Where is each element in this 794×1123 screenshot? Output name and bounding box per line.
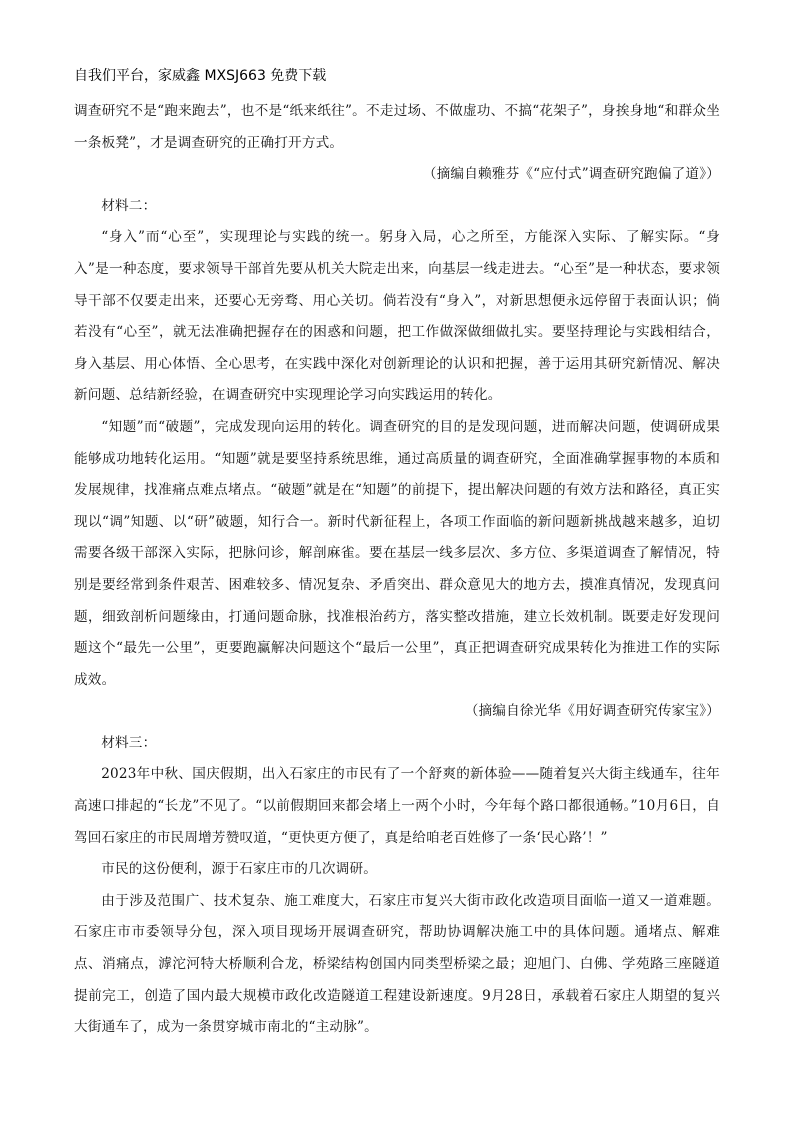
paragraph-convenience-origin: 市民的这份便利，源于石家庄市的几次调研。 (101, 861, 378, 878)
material-label-2: 材料二： (101, 197, 157, 214)
paragraph-holiday-experience: 2023年中秋、国庆假期，出入石家庄的市民有了一个舒爽的新体验——随着复兴大街主线通车，往年高速口排起的“长龙”不见了。“以前假期回来都会堵上一两个小时，今年每个路口都很通畅。”10月6日，自驾回石家庄的市民周增芳赞叹道，“更快更方便了，真是给咱老百姓修了一条‘民心路’！” (74, 766, 720, 846)
source-citation-2: （摘编自徐光华《用好调查研究传家宝》） (464, 703, 720, 720)
paragraph-project-challenges: 由于涉及范围广、技术复杂、施工难度大，石家庄市复兴大街市政化改造项目面临一道又一道难题。石家庄市市委领导分包，深入项目现场开展调查研究，帮助协调解决施工中的具体问题。通堵点、解难点、消痛点，滹沱河特大桥顺利合龙，桥梁结构创国内同类型桥梁之最；迎旭门、白佛、学苑路三座隧道提前完工，创造了国内最大规模市政化改造隧道工程建设新速度。9月28日，承载着石家庄人期望的复兴大街通车了，成为一条贯穿城市南北的“主动脉”。 (74, 892, 720, 1036)
article-body (74, 96, 720, 1044)
material-label-3: 材料三： (101, 734, 157, 751)
source-citation-1: （摘编自赖雅芬《“应付式”调查研究跑偏了道》） (422, 166, 720, 183)
paragraph-body-mind: “身入”而“心至”，实现理论与实践的统一。躬身入局，心之所至，方能深入实际、了解实际。“身入”是一种态度，要求领导干部首先要从机关大院走出来，向基层一线走进去。“心至”是一种状态，要求领导干部不仅要走出来，还要心无旁骛、用心关切。倘若没有“身入”，对新思想便永远停留于表面认识；倘若没有“心至”，就无法准确把握存在的困惑和问题，把工作做深做细做扎实。要坚持理论与实践相结合，身入基层、用心体悟、全心思考，在实践中深化对创新理论的认识和把握，善于运用其研究新情况、解决新问题、总结新经验，在调查研究中实现理论学习向实践运用的转化。 (74, 229, 720, 404)
paragraph-intro-continuation: 调查研究不是“跑来跑去”，也不是“纸来纸往”。不走过场、不做虚功、不搞“花架子”，身挨身地“和群众坐一条板凳”，才是调查研究的正确打开方式。 (74, 103, 720, 151)
page-header-watermark: 自我们平台，家威鑫 MXSJ663 免费下载 (74, 68, 327, 84)
paragraph-problem-solving: “知题”而“破题”，完成发现向运用的转化。调查研究的目的是发现问题，进而解决问题，使调研成果能够成功地转化运用。“知题”就是要坚持系统思维，通过高质量的调查研究，全面准确掌握事物的本质和发展规律，找准痛点难点堵点。“破题”就是在“知题”的前提下，提出解决问题的有效方法和路径，真正实现以“调”知题、以“研”破题，知行合一。新时代新征程上，各项工作面临的新问题新挑战越来越多，迫切需要各级干部深入实际，把脉问诊，解剖麻雀。要在基层一线多层次、多方位、多渠道调查了解情况，特别是要经常到条件艰苦、困难较多、情况复杂、矛盾突出、群众意见大的地方去，摸准真情况，发现真问题，细致剖析问题缘由，打通问题命脉，找准根治药方，落实整改措施，建立长效机制。既要走好发现问题这个“最先一公里”，更要跑赢解决问题这个“最后一公里”，真正把调查研究成果转化为推进工作的实际成效。 (74, 418, 720, 688)
